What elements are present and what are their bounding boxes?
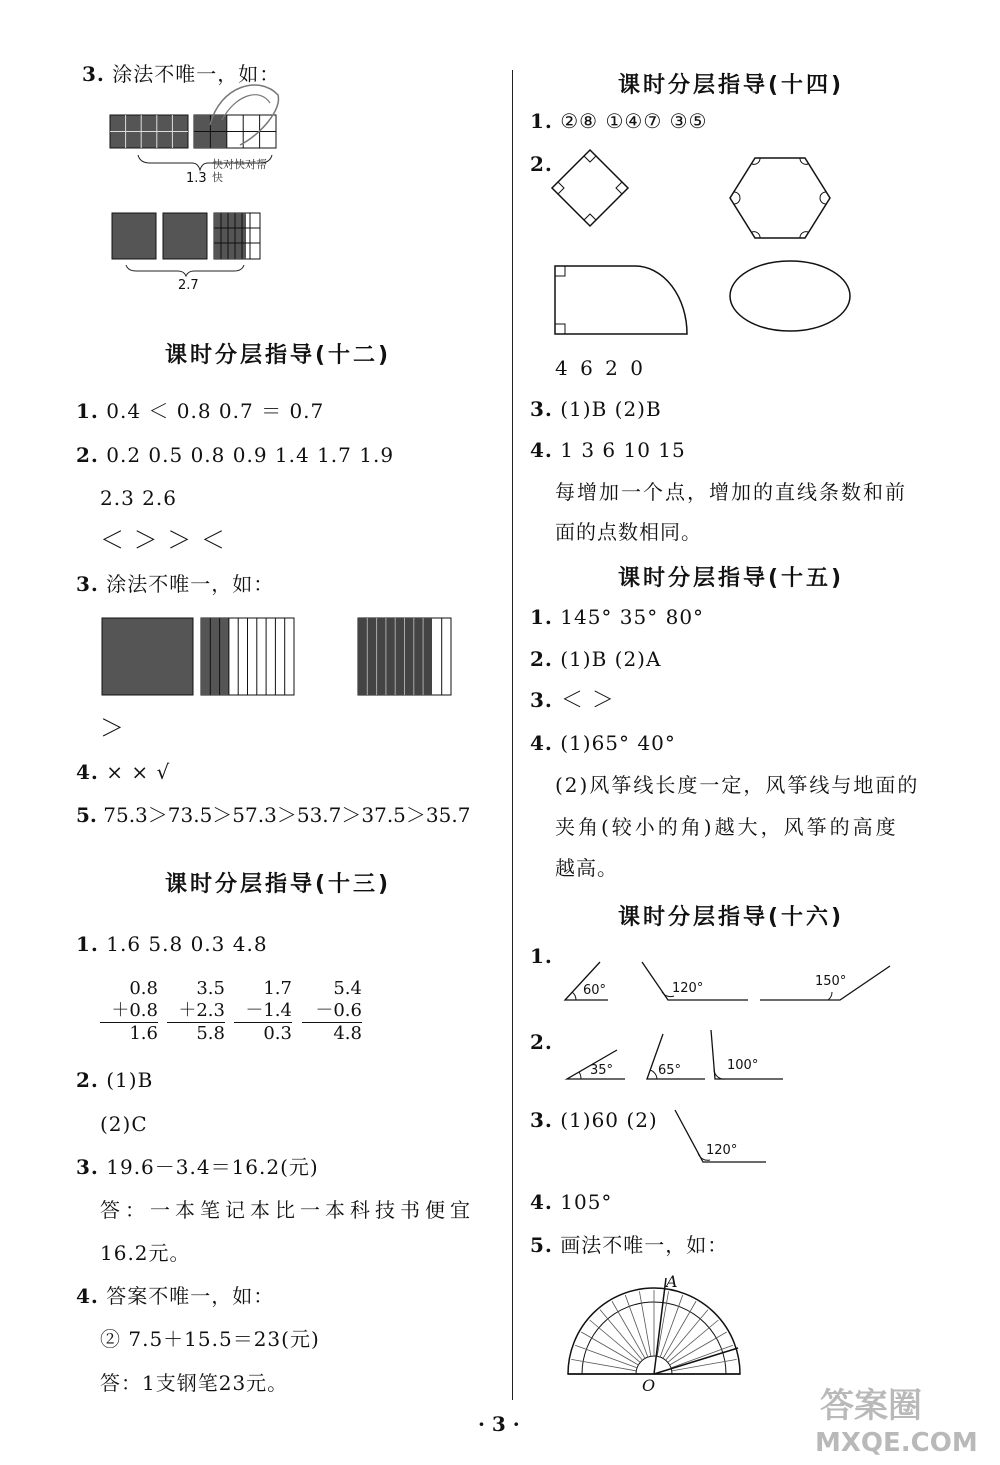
calc-result: 4.8 xyxy=(302,1022,362,1045)
angles-figure-3 xyxy=(670,1108,770,1168)
angle-100: 100° xyxy=(727,1058,759,1073)
calc-bottom: 0.8 xyxy=(129,1000,158,1021)
q-number: 3. xyxy=(530,688,553,712)
calc-op: ＋ xyxy=(111,1000,130,1021)
s15-q3 xyxy=(530,688,615,713)
q-number: 2. xyxy=(530,647,553,671)
q-number: 3. xyxy=(530,1108,553,1132)
calc-top: 5.4 xyxy=(333,978,362,999)
s16-q3 xyxy=(530,1108,658,1132)
s12-q2-line3: ＜ ＞ ＞ ＜ xyxy=(100,526,226,554)
q-number: 1. xyxy=(530,109,553,133)
q-text: (1)65° 40° xyxy=(560,731,676,755)
s13-q2-line2: (2)C xyxy=(100,1112,148,1136)
q-text: 涂法不唯一，如： xyxy=(112,62,281,86)
angle-150: 150° xyxy=(815,974,847,989)
calc-result: 1.6 xyxy=(100,1022,158,1045)
s12-q1 xyxy=(76,399,324,423)
vertical-calc-4 xyxy=(302,978,362,1045)
q-text: 1.6 5.8 0.3 4.8 xyxy=(106,932,268,956)
s12-q4 xyxy=(76,760,170,784)
shapes-figure xyxy=(550,148,870,348)
q-number: 1. xyxy=(530,944,553,968)
scribble-text-2: 快 xyxy=(212,171,223,184)
calc-bottom: 1.4 xyxy=(263,1000,292,1021)
label-O: O xyxy=(642,1376,656,1395)
s14-q4 xyxy=(530,438,686,462)
section-title-15: 课时分层指导(十五) xyxy=(618,566,845,591)
q-number: 4. xyxy=(530,731,553,755)
q-number: 1. xyxy=(530,605,553,629)
s12-q3-after: ＞ xyxy=(100,714,125,742)
q-number: 4. xyxy=(530,438,553,462)
s14-q2-counts: 4 6 2 0 xyxy=(555,356,646,380)
s15-q4-line3: 夹角(较小的角)越大，风筝的高度 xyxy=(555,815,899,839)
s16-q2 xyxy=(530,1030,553,1054)
vertical-calc-3 xyxy=(234,978,292,1045)
calc-bottom-row xyxy=(167,1000,225,1022)
s16-q4 xyxy=(530,1190,612,1214)
shading-figures xyxy=(102,618,462,696)
calc-top: 1.7 xyxy=(263,978,292,999)
s15-q4 xyxy=(530,731,676,755)
calc-op: － xyxy=(315,1000,334,1021)
q-number: 5. xyxy=(76,803,97,827)
q-text: ＜ ＞ xyxy=(560,688,615,713)
q-number: 3. xyxy=(530,397,553,421)
q-text: × × √ xyxy=(106,760,171,784)
s16-q5 xyxy=(530,1233,728,1257)
scribble-text: 快对快对帮 xyxy=(212,158,267,171)
s13-q3 xyxy=(76,1155,319,1179)
q-text: 75.3＞73.5＞57.3＞53.7＞37.5＞35.7 xyxy=(103,803,471,827)
q-number: 1. xyxy=(76,932,99,956)
s13-q4-line2: ② 7.5＋15.5＝23(元) xyxy=(100,1327,320,1351)
q-number: 4. xyxy=(530,1190,553,1214)
s13-q3-line3: 16.2元。 xyxy=(100,1241,191,1265)
calc-op: － xyxy=(245,1000,264,1021)
label-1-3: 1.3 xyxy=(186,171,207,186)
s13-q4 xyxy=(76,1284,274,1308)
protractor-figure xyxy=(566,1276,746,1376)
s14-q3 xyxy=(530,397,662,421)
angle-60: 60° xyxy=(583,983,607,998)
calc-bottom-row xyxy=(100,1000,158,1022)
s13-q2 xyxy=(76,1068,153,1092)
q-number: 2. xyxy=(530,152,553,176)
q-number: 4. xyxy=(76,1284,99,1308)
q-text: 0.2 0.5 0.8 0.9 1.4 1.7 1.9 xyxy=(106,443,395,467)
calc-top: 0.8 xyxy=(129,978,158,999)
s12-q2-line2: 2.3 2.6 xyxy=(100,486,177,510)
calc-result: 0.3 xyxy=(234,1022,292,1045)
q-text: 画法不唯一，如： xyxy=(560,1233,729,1257)
q-number: 3. xyxy=(76,572,99,596)
s15-q4-line4: 越高。 xyxy=(555,856,618,880)
s13-q1 xyxy=(76,932,268,956)
calc-bottom: 2.3 xyxy=(196,1000,225,1021)
page-number: · 3 · xyxy=(478,1412,520,1436)
q-text: 145° 35° 80° xyxy=(560,605,705,629)
q-text: 19.6－3.4＝16.2(元) xyxy=(106,1155,319,1179)
q-text: ②⑧ ①④⑦ ③⑤ xyxy=(560,109,708,133)
q-text: 涂法不唯一，如： xyxy=(106,572,275,596)
angle-65: 65° xyxy=(658,1063,682,1078)
calc-bottom-row xyxy=(234,1000,292,1022)
angle-120: 120° xyxy=(672,981,704,996)
angle-35: 35° xyxy=(590,1063,614,1078)
q-number: 2. xyxy=(76,1068,99,1092)
s14-q4-line2: 每增加一个点，增加的直线条数和前 xyxy=(555,480,907,504)
calc-op: ＋ xyxy=(178,1000,197,1021)
q-number: 5. xyxy=(530,1233,553,1257)
s15-q1 xyxy=(530,605,704,629)
s15-q2 xyxy=(530,647,661,671)
section-title-14: 课时分层指导(十四) xyxy=(618,73,845,98)
q-text: 答案不唯一，如： xyxy=(106,1284,275,1308)
left-q3a xyxy=(82,62,280,86)
section-title-12: 课时分层指导(十二) xyxy=(165,343,392,368)
q-text: 105° xyxy=(560,1190,613,1214)
q-number: 3. xyxy=(76,1155,99,1179)
column-divider xyxy=(512,70,513,1400)
label-2-7: 2.7 xyxy=(178,278,199,293)
s16-q1 xyxy=(530,944,553,968)
s14-q4-line3: 面的点数相同。 xyxy=(555,520,702,544)
q-number: 3. xyxy=(82,62,105,86)
calc-bottom: 0.6 xyxy=(333,1000,362,1021)
s14-q1 xyxy=(530,109,707,133)
q-number: 2. xyxy=(530,1030,553,1054)
s12-q5 xyxy=(76,803,470,827)
calc-bottom-row xyxy=(302,1000,362,1022)
angles-figure-1 xyxy=(560,960,900,1010)
q-text: 0.4 ＜ 0.8 0.7 ＝ 0.7 xyxy=(106,399,325,423)
calc-result: 5.8 xyxy=(167,1022,225,1045)
q-number: 4. xyxy=(76,760,99,784)
s13-q3-line2: 答：一本笔记本比一本科技书便宜 xyxy=(100,1198,475,1222)
q-text: 1 3 6 10 15 xyxy=(560,438,686,462)
q-number: 1. xyxy=(76,399,99,423)
q-text: (1)B (2)A xyxy=(560,647,662,671)
vertical-calc-2 xyxy=(167,978,225,1045)
section-title-16: 课时分层指导(十六) xyxy=(618,905,845,930)
angle-120-b: 120° xyxy=(706,1143,738,1158)
s12-q2 xyxy=(76,443,394,467)
q-text: (1)60 (2) xyxy=(560,1108,658,1132)
q-number: 2. xyxy=(76,443,99,467)
watermark-url: MXQE.COM xyxy=(815,1428,978,1458)
vertical-calc-1 xyxy=(100,978,158,1045)
q-text: (1)B (2)B xyxy=(560,397,662,421)
s13-q4-line3: 答：1支钢笔23元。 xyxy=(100,1371,289,1395)
watermark-logo: 答案圈 xyxy=(820,1386,922,1426)
q-text: (1)B xyxy=(106,1068,154,1092)
section-title-13: 课时分层指导(十三) xyxy=(165,872,392,897)
calc-top: 3.5 xyxy=(196,978,225,999)
s15-q4-line2: (2)风筝线长度一定，风筝线与地面的 xyxy=(555,773,920,797)
s12-q3 xyxy=(76,572,274,596)
label-A: A xyxy=(666,1272,678,1291)
